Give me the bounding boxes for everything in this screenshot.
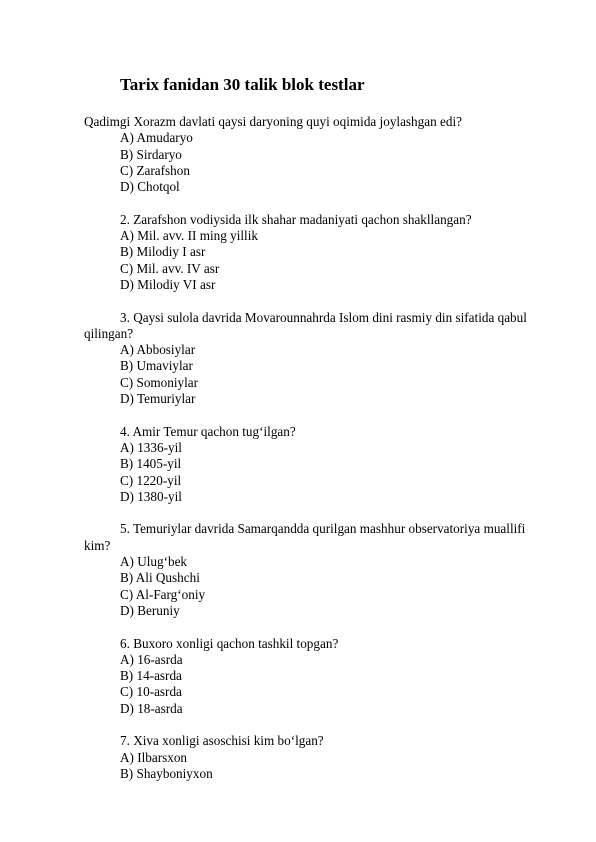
option-a: A) Ilbarsxon <box>120 749 188 765</box>
question-text: 2. Zarafshon vodiysida ilk shahar madaniyati qachon shakllangan? <box>120 211 472 227</box>
option-list <box>84 228 552 293</box>
question-3 <box>84 310 552 408</box>
option-d: D) Milodiy VI asr <box>120 276 216 292</box>
option-d: D) Chotqol <box>120 179 180 195</box>
question-text: Qadimgi Xorazm davlati qaysi daryoning quyi oqimida joylashgan edi? <box>84 114 462 129</box>
option-a: A) 1336-yil <box>120 439 182 455</box>
option-list <box>84 652 552 717</box>
document-title: Tarix fanidan 30 talik blok testlar <box>120 75 365 94</box>
option-b: B) Ali Qushchi <box>120 570 200 586</box>
option-d: D) Temuriylar <box>120 391 196 407</box>
option-b: B) Sirdaryo <box>120 146 182 162</box>
option-c: C) Al-Farg‘oniy <box>120 586 206 602</box>
question-1 <box>84 114 552 195</box>
option-b: B) 14-asrda <box>120 668 182 684</box>
option-list <box>84 750 552 783</box>
question-text: 7. Xiva xonligi asoschisi kim bo‘lgan? <box>120 733 324 749</box>
option-b: B) Umaviylar <box>120 358 193 374</box>
question-5 <box>84 521 552 619</box>
question-2 <box>84 212 552 293</box>
option-list <box>84 554 552 619</box>
option-b: B) Shayboniyxon <box>120 765 213 781</box>
option-a: A) Ulug‘bek <box>120 554 188 570</box>
option-c: C) 10-asrda <box>120 684 182 700</box>
question-text: 3. Qaysi sulola davrida Movarounnahrda Islom dini rasmiy din sifatida qabul qilingan? <box>84 309 527 341</box>
option-d: D) Beruniy <box>120 602 180 618</box>
option-d: D) 18-asrda <box>120 700 183 716</box>
option-b: B) 1405-yil <box>120 456 182 472</box>
option-a: A) Mil. avv. II ming yillik <box>120 228 258 244</box>
option-c: C) Somoniylar <box>120 374 199 390</box>
question-text: 4. Amir Temur qachon tug‘ilgan? <box>120 423 296 439</box>
option-a: A) Amudaryo <box>120 130 193 146</box>
question-7 <box>84 733 552 782</box>
question-6 <box>84 636 552 717</box>
question-text: 6. Buxoro xonligi qachon tashkil topgan? <box>120 635 339 651</box>
option-list <box>84 440 552 505</box>
option-list <box>84 130 552 195</box>
question-text: 5. Temuriylar davrida Samarqandda qurilgan mashhur observatoriya muallifi kim? <box>84 521 526 553</box>
option-c: C) Mil. avv. IV asr <box>120 260 220 276</box>
option-a: A) Abbosiylar <box>120 342 196 358</box>
option-a: A) 16-asrda <box>120 651 183 667</box>
question-list <box>84 114 552 798</box>
option-b: B) Milodiy I asr <box>120 244 206 260</box>
option-list <box>84 342 552 407</box>
option-d: D) 1380-yil <box>120 488 182 504</box>
option-c: C) Zarafshon <box>120 162 190 178</box>
question-4 <box>84 424 552 505</box>
option-c: C) 1220-yil <box>120 472 182 488</box>
